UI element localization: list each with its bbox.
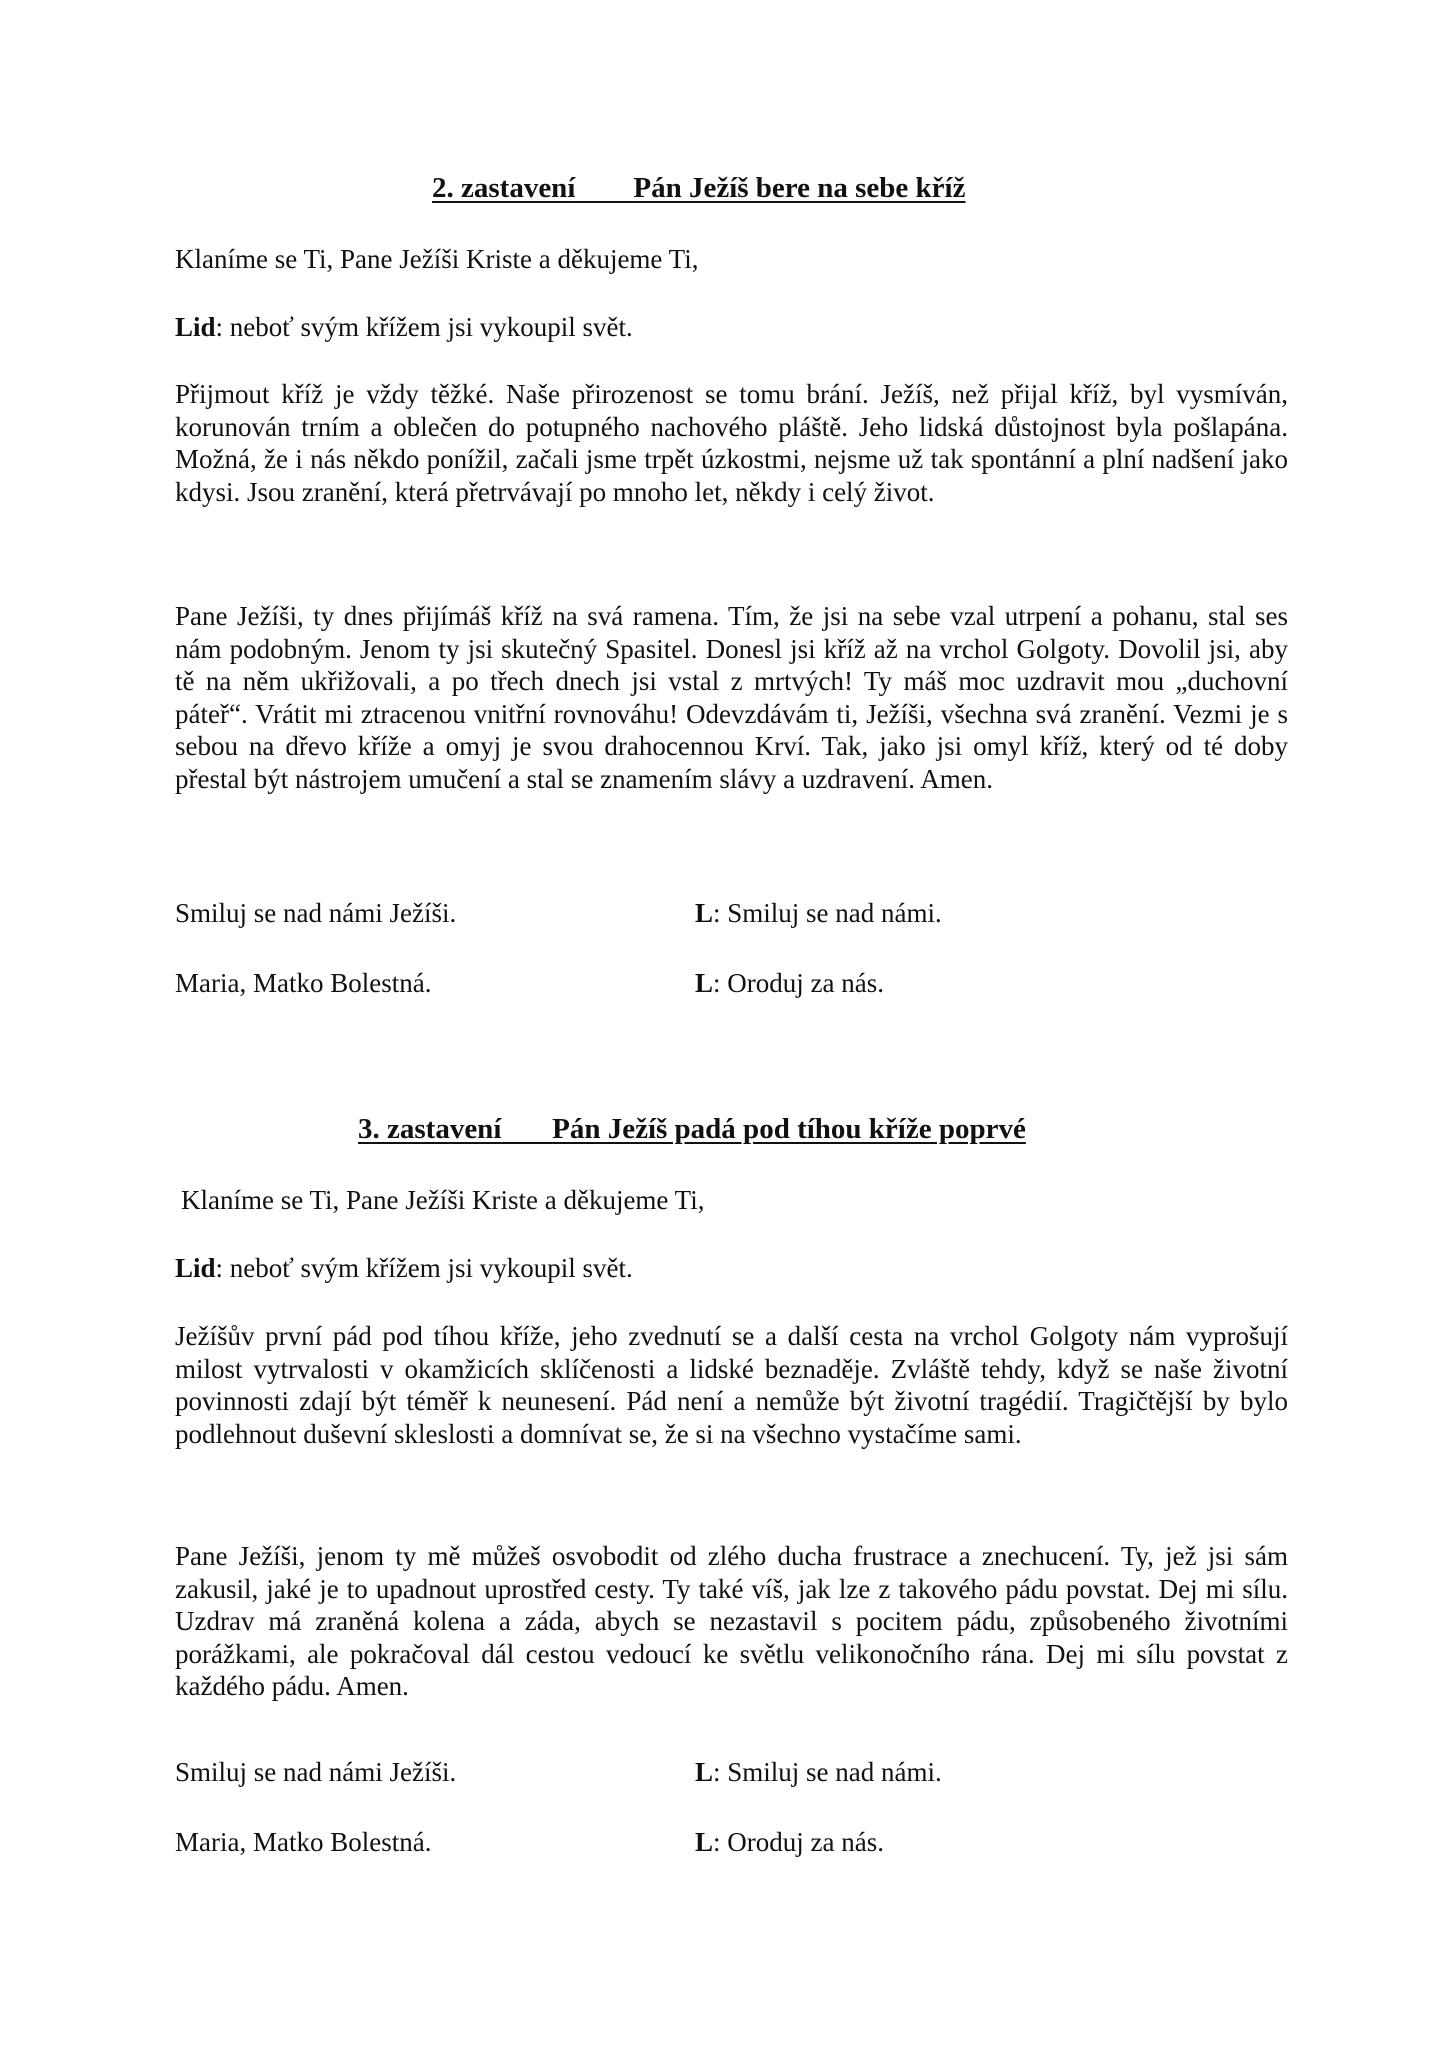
- station-3-litany-answer-2: [695, 1826, 884, 1858]
- station-2-litany-call-2: Maria, Matko Bolestná.: [175, 968, 432, 998]
- response-text: : neboť svým křížem jsi vykoupil svět.: [215, 1253, 633, 1283]
- station-3-title: Pán Ježíš padá pod tíhou kříže poprvé: [552, 1113, 1026, 1145]
- litany-speaker: L: [695, 898, 714, 928]
- litany-answer: : Oroduj za nás.: [713, 1827, 884, 1857]
- station-3-heading: [358, 1113, 1026, 1146]
- heading-gap: [575, 172, 633, 204]
- station-2-litany-call-1: Smiluj se nad námi Ježíši.: [175, 898, 457, 928]
- station-3-paragraph-2: Pane Ježíši, jenom ty mě můžeš osvobodit od zlého ducha frustrace a znechucení. Ty, jež jsi sám zakusil, jaké je to upadnout uprostřed cesty. Ty také víš, jak lze z takového pádu povstat. Dej mi sílu. Uzdrav má zraněná kolena a záda, abych se nezastavil s pocitem pádu, způsobeného životními porážkami, ale pokračoval dál cestou vedoucí ke světlu velikonočního rána. Dej mi sílu povstat z každého pádu. Amen.: [175, 1541, 1288, 1701]
- litany-answer: : Smiluj se nad námi.: [713, 898, 942, 928]
- litany-speaker: L: [695, 968, 714, 998]
- station-3-number: 3. zastavení: [358, 1113, 502, 1145]
- litany-speaker: L: [695, 1757, 714, 1787]
- response-speaker: Lid: [175, 1253, 216, 1283]
- station-2-litany-answer-1: [695, 897, 942, 929]
- station-2-heading: [432, 172, 966, 205]
- station-3-litany-call-1: Smiluj se nad námi Ježíši.: [175, 1757, 457, 1787]
- station-3-paragraph-1: Ježíšův první pád pod tíhou kříže, jeho zvednutí se a další cesta na vrchol Golgoty nám vyprošují milost vytrvalosti v okamžicích sklíčenosti a lidské beznaděje. Zvláště tehdy, když se naše životní povinnosti zdají být téměř k neunesení. Pád není a nemůže být životní tragédií. Tragičtější by bylo podlehnout duševní skleslosti a domnívat se, že si na všechno vystačíme sami.: [175, 1321, 1288, 1449]
- station-3-invocation: Klaníme se Ti, Pane Ježíši Kriste a děkujeme Ti,: [181, 1185, 705, 1215]
- station-3-response: [175, 1252, 633, 1284]
- station-2-invocation: Klaníme se Ti, Pane Ježíši Kriste a děkujeme Ti,: [175, 244, 699, 274]
- response-text: : neboť svým křížem jsi vykoupil svět.: [215, 312, 633, 342]
- station-3-litany-answer-1: [695, 1756, 942, 1788]
- station-2-litany-answer-2: [695, 967, 884, 999]
- litany-answer: : Oroduj za nás.: [713, 968, 884, 998]
- station-2-number: 2. zastavení: [432, 172, 576, 204]
- response-speaker: Lid: [175, 312, 216, 342]
- heading-gap: [501, 1113, 552, 1145]
- station-2-paragraph-1: Přijmout kříž je vždy těžké. Naše přirozenost se tomu brání. Ježíš, než přijal kříž, byl vysmíván, korunován trním a oblečen do potupného nachového pláště. Jeho lidská důstojnost byla pošlapána. Možná, že i nás někdo ponížil, začali jsme trpět úzkostmi, nejsme už tak spontánní a plní nadšení jako kdysi. Jsou zranění, která přetrvávají po mnoho let, někdy i celý život.: [175, 379, 1288, 507]
- litany-answer: : Smiluj se nad námi.: [713, 1757, 942, 1787]
- station-2-title: Pán Ježíš bere na sebe kříž: [633, 172, 966, 204]
- station-2-response: [175, 311, 633, 343]
- litany-speaker: L: [695, 1827, 714, 1857]
- station-3-litany-call-2: Maria, Matko Bolestná.: [175, 1827, 432, 1857]
- station-2-paragraph-2: Pane Ježíši, ty dnes přijímáš kříž na svá ramena. Tím, že jsi na sebe vzal utrpení a pohanu, stal ses nám podobným. Jenom ty jsi skutečný Spasitel. Donesl jsi kříž až na vrchol Golgoty. Dovolil jsi, aby tě na něm ukřižovali, a po třech dnech jsi vstal z mrtvých! Ty máš moc uzdravit mou „duchovní páteř“. Vrátit mi ztracenou vnitřní rovnováhu! Odevzdávám ti, Ježíši, všechna svá zranění. Vezmi je s sebou na dřevo kříže a omyj je svou drahocennou Krví. Tak, jako jsi omyl kříž, který od té doby přestal být nástrojem umučení a stal se znamením slávy a uzdravení. Amen.: [175, 601, 1288, 794]
